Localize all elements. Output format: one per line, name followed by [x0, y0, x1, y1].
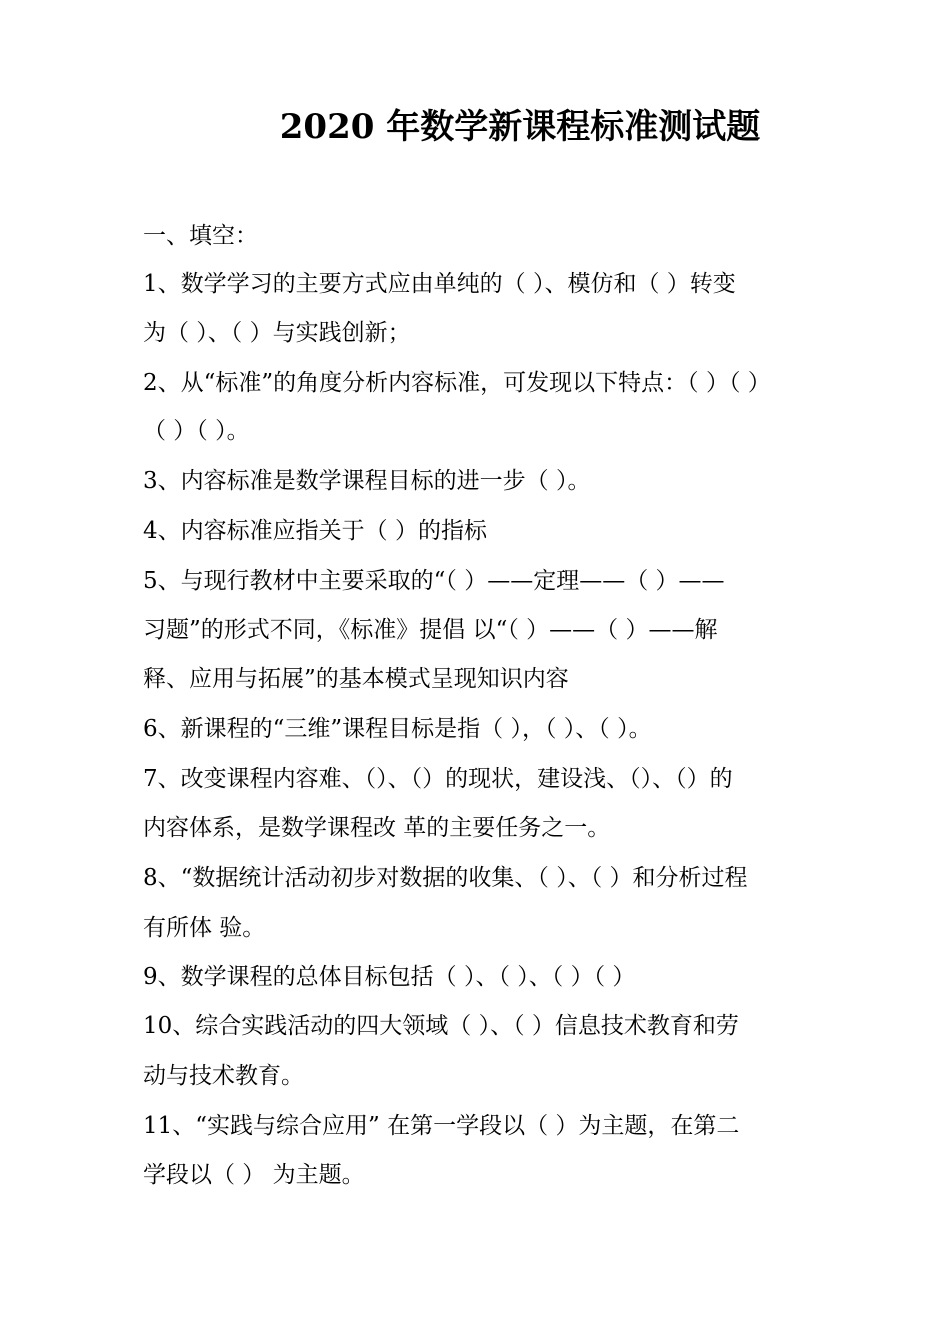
question-line: 7、改变课程内容难、（）、（）的现状，建设浅、（）、（）的	[143, 766, 733, 792]
question-line: 6、新课程的“三维”课程目标是指（ ），（ ）、（ ）。	[143, 716, 652, 742]
question-line: 8、“数据统计活动初步对数据的收集、（ ）、（ ）和分析过程	[143, 865, 748, 891]
question-line: 1、数学学习的主要方式应由单纯的（ ）、模仿和（ ）转变	[143, 271, 736, 297]
question-line: 11、“实践与综合应用” 在第一学段以（ ）为主题，在第二	[143, 1113, 740, 1139]
question-line: 习题”的形式不同，《标准》提倡 以“（ ）——（ ）——解	[143, 617, 718, 643]
question-line: （ ）（ ）。	[143, 418, 250, 444]
document-title: 2020 年数学新课程标准测试题	[279, 107, 761, 147]
question-line: 释、应用与拓展”的基本模式呈现知识内容	[143, 666, 569, 692]
question-line: 2、从“标准”的角度分析内容标准，可发现以下特点：（ ）（ ）	[143, 370, 771, 396]
question-line: 9、数学课程的总体目标包括（ ）、（ ）、（ ）（ ）	[143, 964, 636, 990]
section-heading: 一、填空：	[143, 223, 258, 249]
question-line: 内容体系，是数学课程改 革的主要任务之一。	[143, 815, 611, 841]
question-line: 4、内容标准应指关于（ ）的指标	[143, 518, 487, 544]
question-line: 10、综合实践活动的四大领域（ ）、（ ）信息技术教育和劳	[143, 1013, 739, 1039]
question-line: 学段以（ ） 为主题。	[143, 1162, 365, 1188]
question-line: 有所体 验。	[143, 915, 266, 941]
question-line: 为（ ）、（ ）与实践创新；	[143, 320, 411, 346]
question-line: 3、内容标准是数学课程目标的进一步（ ）。	[143, 468, 591, 494]
question-line: 动与技术教育。	[143, 1063, 304, 1089]
question-line: 5、与现行教材中主要采取的“（ ）——定理——（ ）——	[143, 568, 725, 594]
